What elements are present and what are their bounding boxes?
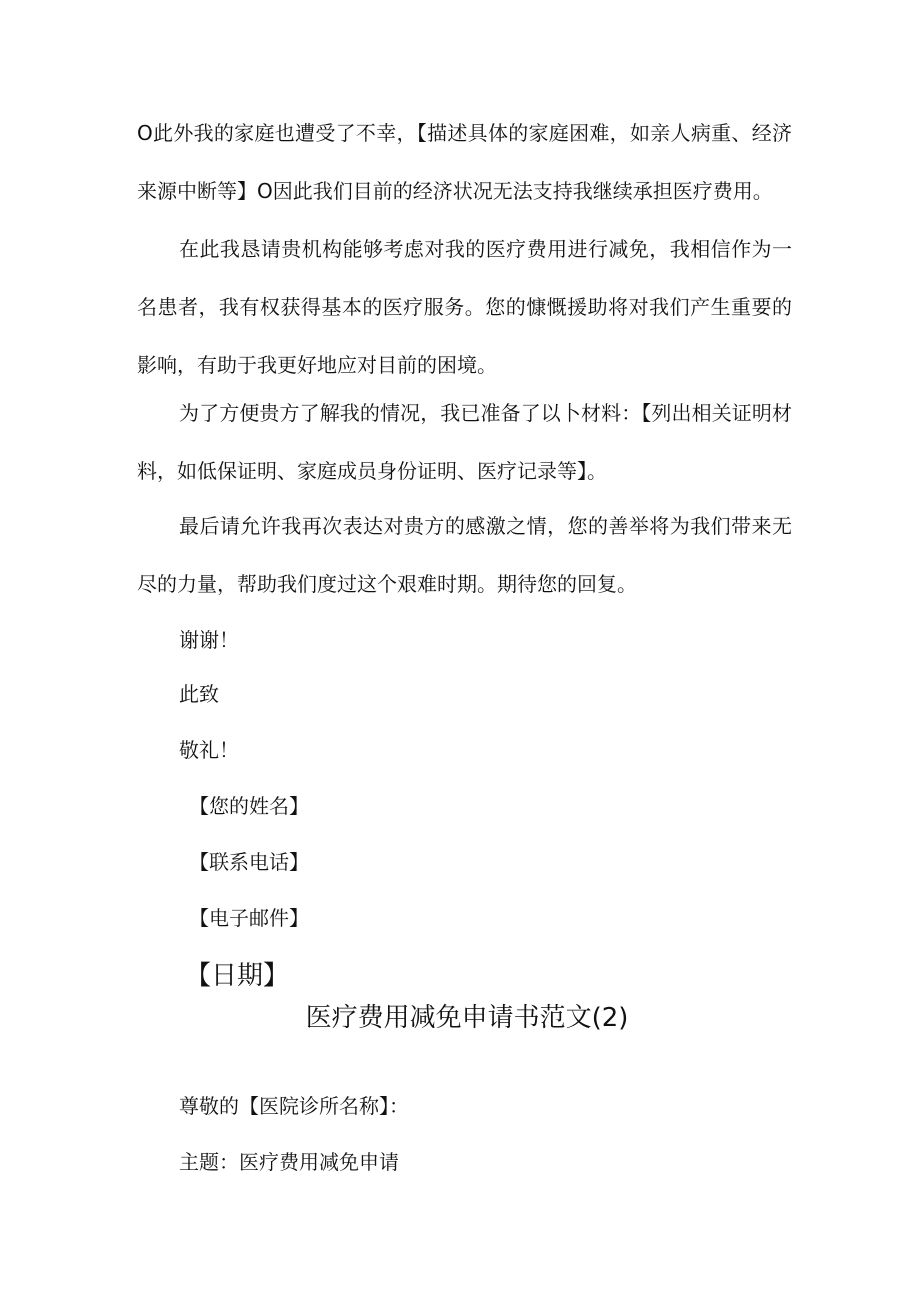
section-title: 医疗费用减免申请书范文(2) [305, 1003, 629, 1033]
paragraph-request: 在此我恳请贵机构能够考虑对我的医疗费用进行减免，我相信作为一名患者，我有权获得基本的医疗服务。您的慷慨援助将对我们产生重要的影响，有助于我更好地应对目前的困境。 [137, 237, 792, 377]
paragraph-materials: 为了方便贵方了解我的情况，我已准备了以卜材料：【列出相关证明材料，如低保证明、家庭成员身份证明、医疗记录等】。 [137, 401, 792, 483]
subject-line: 主题：医疗费用减免申请 [179, 1150, 399, 1174]
paragraph-family-hardship: O此外我的家庭也遭受了不幸，【描述具体的家庭困难，如亲人病重、经济来源中断等】O因此我们目前的经济状况无法支持我继续承担医疗费用。 [137, 121, 792, 203]
closing-ci-zhi: 此致 [179, 682, 219, 706]
signature-date: 【日期】 [185, 961, 290, 991]
closing-jing-li: 敬礼！ [179, 738, 239, 762]
closing-thanks: 谢谢！ [179, 628, 239, 652]
signature-email: 【电子邮件】 [189, 906, 309, 930]
salutation: 尊敬的【医院诊所名称】： [179, 1094, 409, 1118]
paragraph-gratitude: 最后请允许我再次表达对贵方的感激之情，您的善举将为我们带来无尽的力量，帮助我们度过这个艰难时期。期待您的回复。 [137, 514, 792, 596]
signature-phone: 【联系电话】 [189, 850, 309, 874]
signature-name: 【您的姓名】 [189, 794, 309, 818]
